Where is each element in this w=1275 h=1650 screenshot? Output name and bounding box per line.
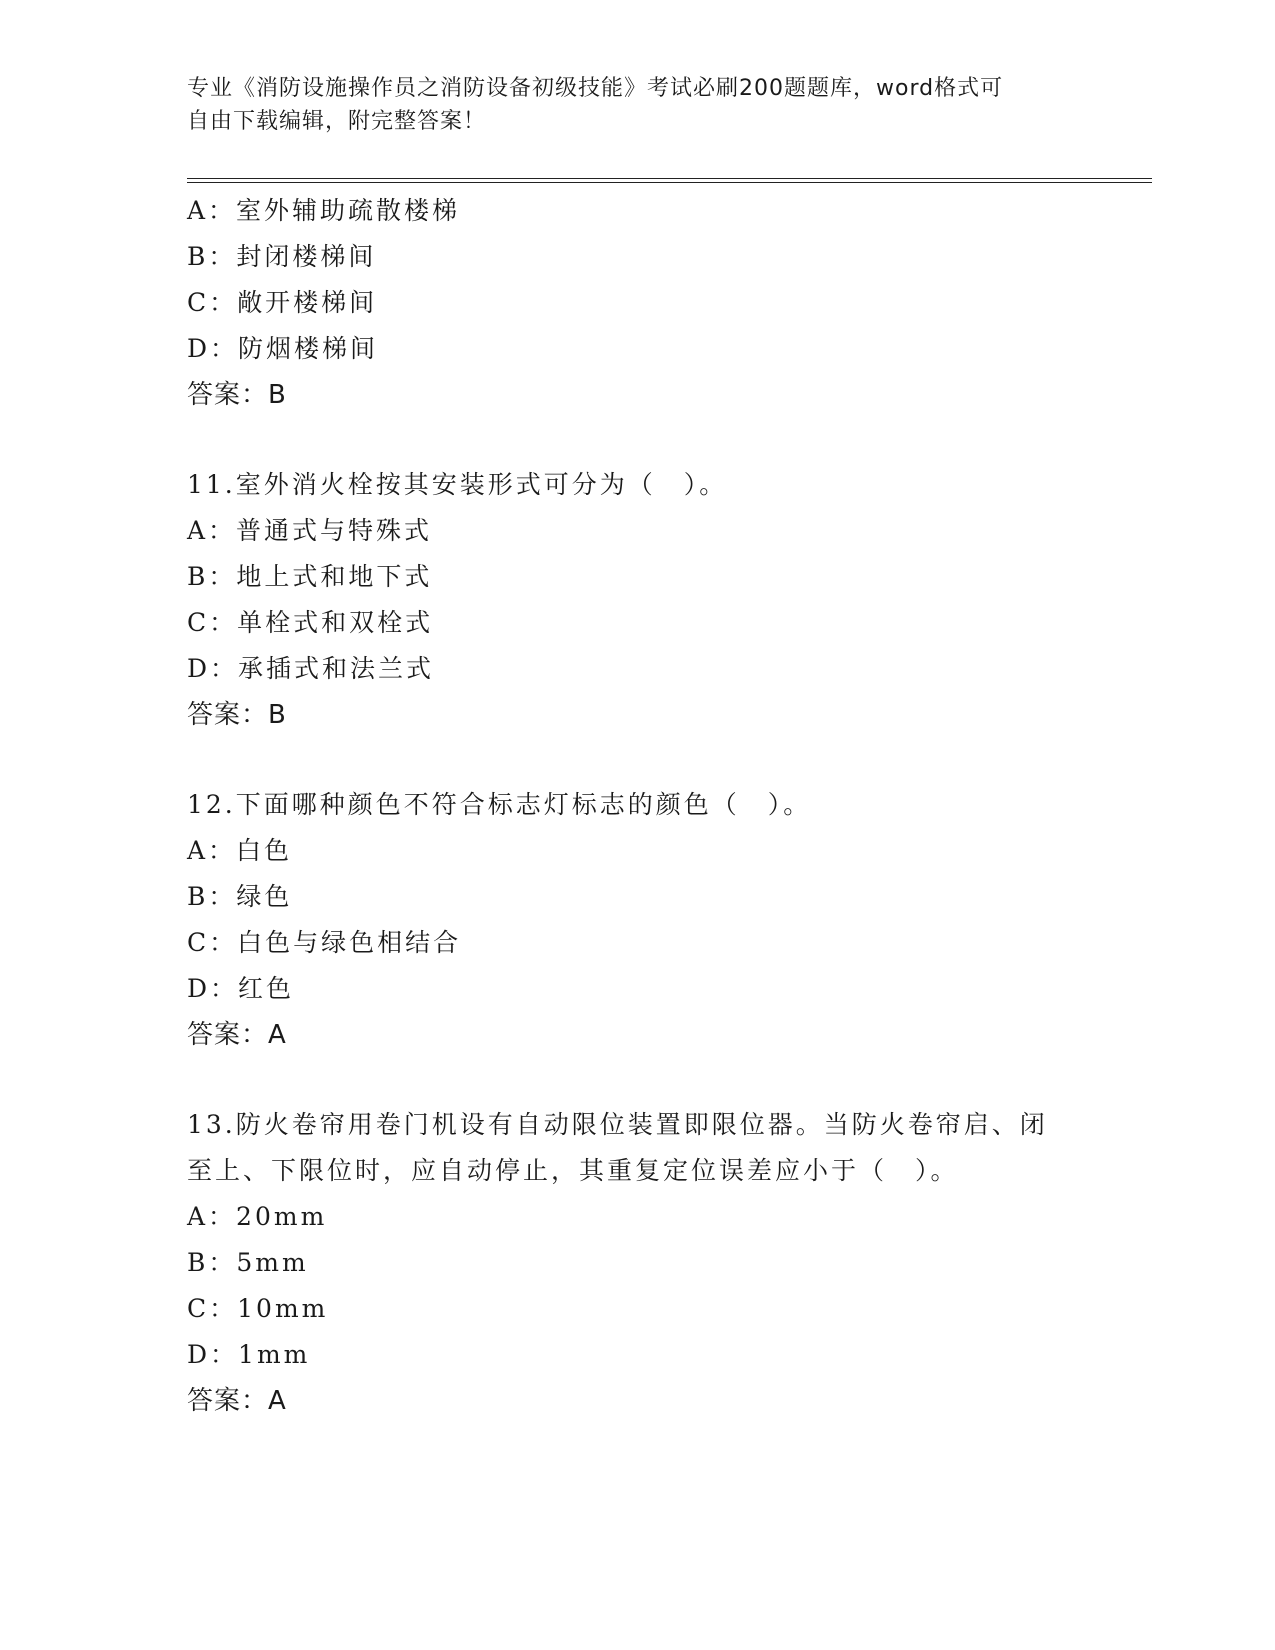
option-d: D：承插式和法兰式 <box>187 654 435 683</box>
option-a: A：室外辅助疏散楼梯 <box>187 196 461 225</box>
option-a: A：普通式与特殊式 <box>187 516 433 545</box>
question-text: 12.下面哪种颜色不符合标志灯标志的颜色（ ）。 <box>187 790 812 819</box>
question-block-10 <box>187 188 1087 418</box>
option-b: B：5mm <box>187 1248 309 1277</box>
question-list <box>187 188 1087 1424</box>
answer-line: 答案：B <box>187 380 287 410</box>
header-divider-top <box>187 178 1152 179</box>
option-b: B：绿色 <box>187 882 293 911</box>
answer-line: 答案：B <box>187 700 287 730</box>
option-d: D：红色 <box>187 974 295 1003</box>
option-a: A：20mm <box>187 1202 328 1231</box>
option-c: C：单栓式和双栓式 <box>187 608 434 637</box>
option-c: C：10mm <box>187 1294 329 1323</box>
spacer <box>187 738 1087 782</box>
header-divider-bottom <box>187 182 1152 183</box>
question-block-11 <box>187 462 1087 738</box>
option-b: B：地上式和地下式 <box>187 562 433 591</box>
answer-line: 答案：A <box>187 1020 287 1050</box>
question-block-12 <box>187 782 1087 1058</box>
option-d: D：1mm <box>187 1340 311 1369</box>
answer-line: 答案：A <box>187 1386 287 1416</box>
header-title-line-2: 自由下载编辑，附完整答案！ <box>187 109 487 134</box>
question-text: 11.室外消火栓按其安装形式可分为（ ）。 <box>187 470 728 499</box>
option-d: D：防烟楼梯间 <box>187 334 379 363</box>
question-text-line-2: 至上、下限位时，应自动停止，其重复定位误差应小于（ ）。 <box>187 1156 959 1185</box>
option-c: C：敞开楼梯间 <box>187 288 378 317</box>
header-title-line-1: 专业《消防设施操作员之消防设备初级技能》考试必刷200题题库，word格式可 <box>187 76 1004 101</box>
option-c: C：白色与绿色相结合 <box>187 928 462 957</box>
question-block-13 <box>187 1102 1087 1424</box>
option-a: A：白色 <box>187 836 293 865</box>
spacer <box>187 418 1087 462</box>
option-b: B：封闭楼梯间 <box>187 242 377 271</box>
document-header <box>187 72 1087 138</box>
spacer <box>187 1058 1087 1102</box>
question-text-line-1: 13.防火卷帘用卷门机设有自动限位装置即限位器。当防火卷帘启、闭 <box>187 1110 1048 1139</box>
